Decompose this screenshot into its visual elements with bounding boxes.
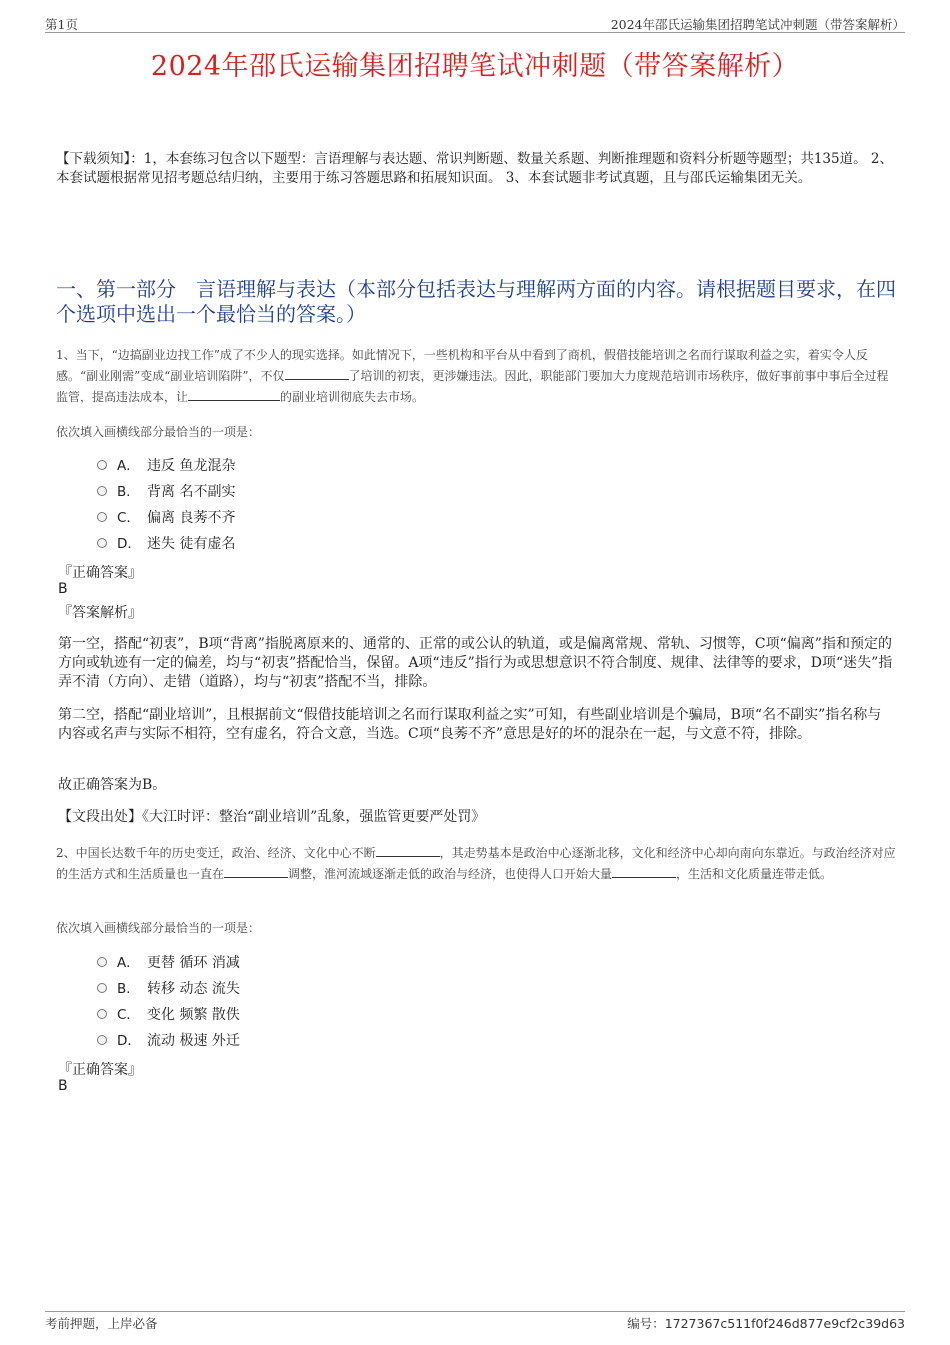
question-2-option-d[interactable]	[97, 1031, 240, 1051]
radio-icon[interactable]	[97, 486, 107, 496]
source-citation: 【文段出处】《大江时评：整治“副业培训”乱象，强监管更要严处罚》	[58, 809, 486, 825]
section-title: 一、第一部分 言语理解与表达（本部分包括表达与理解两方面的内容。请根据题目要求，在四个选项中选出一个最恰当的答案。）	[56, 277, 896, 326]
question-2-option-b[interactable]	[97, 979, 240, 999]
correct-answer: B	[58, 581, 68, 597]
option-letter: C．	[117, 1007, 140, 1023]
analysis-paragraph: 第二空，搭配“副业培训”，且根据前文“假借技能培训之名而行谋取利益之实”可知，有些副业培训是个骗局，B项“名不副实”指名称与内容或名声与实际不相符，空有虚名，符合文意，当选。C项“良莠不齐”意思是好的坏的混杂在一起，与文意不符，排除。	[58, 707, 882, 742]
option-letter: C．	[117, 510, 140, 526]
radio-icon[interactable]	[97, 1035, 107, 1045]
footer-code	[627, 1314, 905, 1332]
footer-slogan: 考前押题，上岸必备	[45, 1316, 158, 1331]
option-text: 变化 频繁 散佚	[147, 1007, 240, 1023]
question-1-prompt: 依次填入画横线部分最恰当的一项是：	[56, 425, 261, 439]
question-1-text: 1、当下，“边搞副业边找工作”成了不少人的现实选择。如此情况下，一些机构和平台从中看到了商机，假借技能培训之名而行谋取利益之实，着实令人反感。“副业刚需”变成“副业培训陷阱”，不仅 了培训的初衷，更涉嫌违法。因此，职能部门要加大力度规范培训市场秩序，做好事前事中事后全过程监管，提高违法成本，让 的副业培训彻底失去市场。	[56, 348, 889, 404]
option-text: 流动 极速 外迁	[147, 1033, 240, 1049]
option-letter: D．	[117, 1033, 141, 1049]
option-text: 迷失 徒有虚名	[147, 536, 236, 552]
analysis-conclusion: 故正确答案为B。	[58, 777, 167, 793]
radio-icon[interactable]	[97, 1009, 107, 1019]
option-letter: A．	[117, 458, 140, 474]
correct-answer: B	[58, 1078, 68, 1094]
fill-blank	[224, 864, 288, 878]
option-letter: B．	[117, 981, 140, 997]
question-1-option-d[interactable]	[97, 534, 235, 554]
option-text: 偏离 良莠不齐	[147, 510, 236, 526]
option-letter: A．	[117, 955, 140, 971]
question-2-option-a[interactable]	[97, 953, 240, 973]
option-text: 违反 鱼龙混杂	[147, 458, 236, 474]
radio-icon[interactable]	[97, 538, 107, 548]
download-notice: 【下载须知】：1，本套练习包含以下题型：言语理解与表达题、常识判断题、数量关系题、判断推理题和资料分析题等题型；共135道。 2、本套试题根据常见招考题总结归纳，主要用于练习答题思路和拓展知识面。 3、本套试题非考试真题，且与邵氏运输集团无关。	[56, 151, 893, 186]
option-text: 更替 循环 消减	[147, 955, 240, 971]
correct-answer-label: 『正确答案』	[58, 1062, 142, 1078]
footer-code-label: 编号：	[627, 1316, 665, 1331]
analysis-label: 『答案解析』	[58, 605, 142, 621]
radio-icon[interactable]	[97, 512, 107, 522]
page-header	[45, 14, 905, 33]
question-1-option-b[interactable]	[97, 482, 235, 502]
radio-icon[interactable]	[97, 957, 107, 967]
option-text: 背离 名不副实	[147, 484, 236, 500]
question-2-text: 2、中国长达数千年的历史变迁，政治、经济、文化中心不断 ，其走势基本是政治中心逐渐北移，文化和经济中心却向南向东靠近。与政治经济对应的生活方式和生活质量也一直在 调整，淮河流域逐渐走低的政治与经济，也使得人口开始大量 ，生活和文化质量连带走低。	[56, 843, 896, 885]
fill-blank	[188, 387, 280, 401]
fill-blank	[612, 864, 676, 878]
footer-code-value: 1727367c511f0f246d877e9cf2c39d63	[664, 1316, 905, 1331]
question-1-option-a[interactable]	[97, 456, 235, 476]
question-2-prompt: 依次填入画横线部分最恰当的一项是：	[56, 921, 261, 935]
fill-blank	[376, 843, 440, 857]
page-number: 第1页	[45, 17, 78, 32]
question-1-option-c[interactable]	[97, 508, 235, 528]
fill-blank	[285, 366, 349, 380]
option-text: 转移 动态 流失	[147, 981, 240, 997]
question-2-option-c[interactable]	[97, 1005, 240, 1025]
option-letter: B．	[117, 484, 140, 500]
radio-icon[interactable]	[97, 460, 107, 470]
document-title: 2024年邵氏运输集团招聘笔试冲刺题（带答案解析）	[150, 51, 800, 82]
option-letter: D．	[117, 536, 141, 552]
radio-icon[interactable]	[97, 983, 107, 993]
footer-divider	[45, 1311, 905, 1312]
analysis-paragraph: 第一空，搭配“初衷”，B项“背离”指脱离原来的、通常的、正常的或公认的轨道，或是偏离常规、常轨、习惯等，C项“偏离”指和预定的方向或轨迹有一定的偏差，均与“初衷”搭配恰当，保留。A项“违反”指行为或思想意识不符合制度、规律、法律等的要求，D项“迷失”指弄不清（方向）、走错（道路），均与“初衷”搭配不当，排除。	[58, 636, 893, 690]
header-doc-title: 2024年邵氏运输集团招聘笔试冲刺题（带答案解析）	[610, 17, 905, 32]
correct-answer-label: 『正确答案』	[58, 565, 142, 581]
